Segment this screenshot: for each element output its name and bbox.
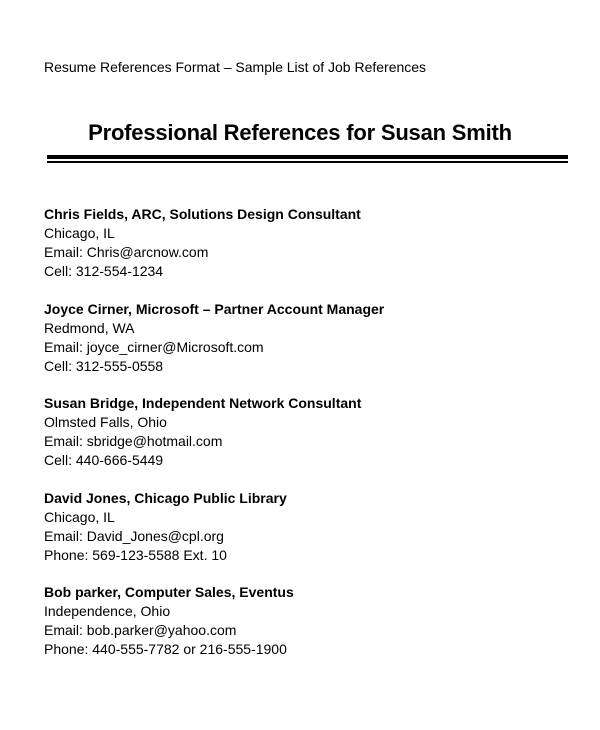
divider-thick-line <box>47 155 568 159</box>
reference-entry <box>44 205 564 300</box>
reference-phone: Cell: 440-666-5449 <box>44 452 164 468</box>
page-title: Professional References for Susan Smith <box>88 120 512 145</box>
reference-email: Email: joyce_cirner@Microsoft.com <box>44 338 264 355</box>
reference-location: Chicago, IL <box>44 508 115 525</box>
reference-email: Email: David_Jones@cpl.org <box>44 527 224 544</box>
reference-location: Chicago, IL <box>44 225 115 241</box>
reference-email: Email: sbridge@hotmail.com <box>44 433 223 449</box>
reference-entry <box>44 300 564 395</box>
reference-phone: Cell: 312-555-0558 <box>44 357 164 374</box>
reference-email: Email: Chris@arcnow.com <box>44 244 209 260</box>
reference-entry <box>44 394 564 489</box>
reference-phone: Phone: 440-555-7782 or 216-555-1900 <box>44 641 287 657</box>
reference-entry <box>44 489 564 584</box>
reference-phone: Cell: 312-554-1234 <box>44 263 164 279</box>
reference-entry <box>44 583 564 678</box>
reference-name: David Jones, Chicago Public Library <box>44 489 287 506</box>
title-divider <box>47 155 568 163</box>
reference-location: Independence, Ohio <box>44 603 171 619</box>
reference-location: Olmsted Falls, Ohio <box>44 414 167 430</box>
reference-name: Joyce Cirner, Microsoft – Partner Account Manager <box>44 300 385 317</box>
document-header: Resume References Format – Sample List of Job References <box>44 59 427 75</box>
reference-location: Redmond, WA <box>44 319 135 336</box>
reference-name: Susan Bridge, Independent Network Consultant <box>44 395 362 411</box>
reference-email: Email: bob.parker@yahoo.com <box>44 622 237 638</box>
reference-name: Bob parker, Computer Sales, Eventus <box>44 584 294 600</box>
reference-name: Chris Fields, ARC, Solutions Design Consultant <box>44 206 361 222</box>
divider-thin-line <box>47 161 568 163</box>
reference-phone: Phone: 569-123-5588 Ext. 10 <box>44 546 227 563</box>
references-list <box>44 205 564 678</box>
